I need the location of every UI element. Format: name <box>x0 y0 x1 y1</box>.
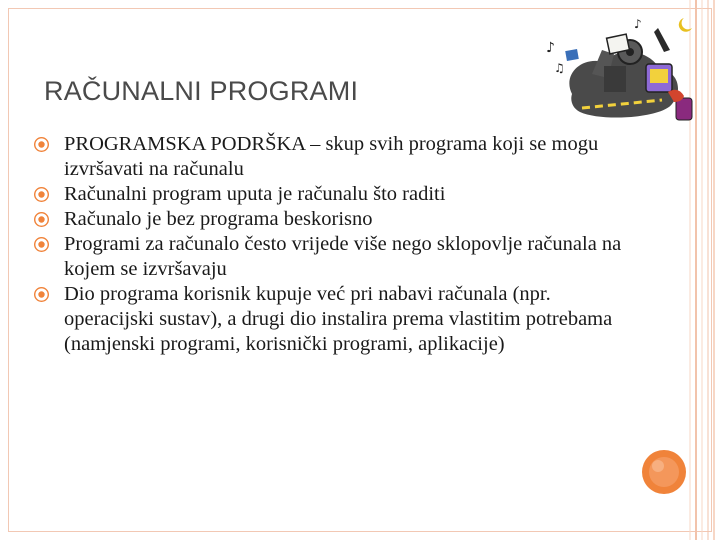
svg-text:♪: ♪ <box>546 40 555 56</box>
slide-title: RAČUNALNI PROGRAMI <box>44 76 359 106</box>
bullet-text: Računalni program uputa je računalu što raditi <box>64 183 446 205</box>
list-item <box>32 282 622 357</box>
list-item <box>32 232 622 282</box>
orange-circle-bullet-icon <box>34 137 49 152</box>
svg-text:♫: ♫ <box>554 61 565 75</box>
orange-circle-bullet-icon <box>34 287 49 302</box>
bullet-text: Programi za računalo često vrijede više nego sklopovlje računala na kojem se izvršavaju <box>64 233 622 280</box>
bullet-text: Računalo je bez programa beskorisno <box>64 208 373 230</box>
bullet-text: Dio programa korisnik kupuje već pri nabavi računala (npr. operacijski sustav), a drugi dio instalira prema vlastitim potrebama (namjenski programi, korisnički programi, aplikacije) <box>64 283 613 355</box>
list-item <box>32 182 622 207</box>
svg-text:♪: ♪ <box>634 17 642 31</box>
orange-circle-bullet-icon <box>34 187 49 202</box>
orange-circle-bullet-icon <box>34 212 49 227</box>
orange-circle-bullet-icon <box>34 237 49 252</box>
bullet-list <box>32 132 622 357</box>
computer-programs-clipart-icon <box>542 14 702 130</box>
bullet-text: PROGRAMSKA PODRŠKA – skup svih programa koji se mogu izvršavati na računalu <box>64 133 599 180</box>
decorative-circle-icon <box>640 448 688 496</box>
list-item <box>32 132 622 182</box>
list-item <box>32 207 622 232</box>
